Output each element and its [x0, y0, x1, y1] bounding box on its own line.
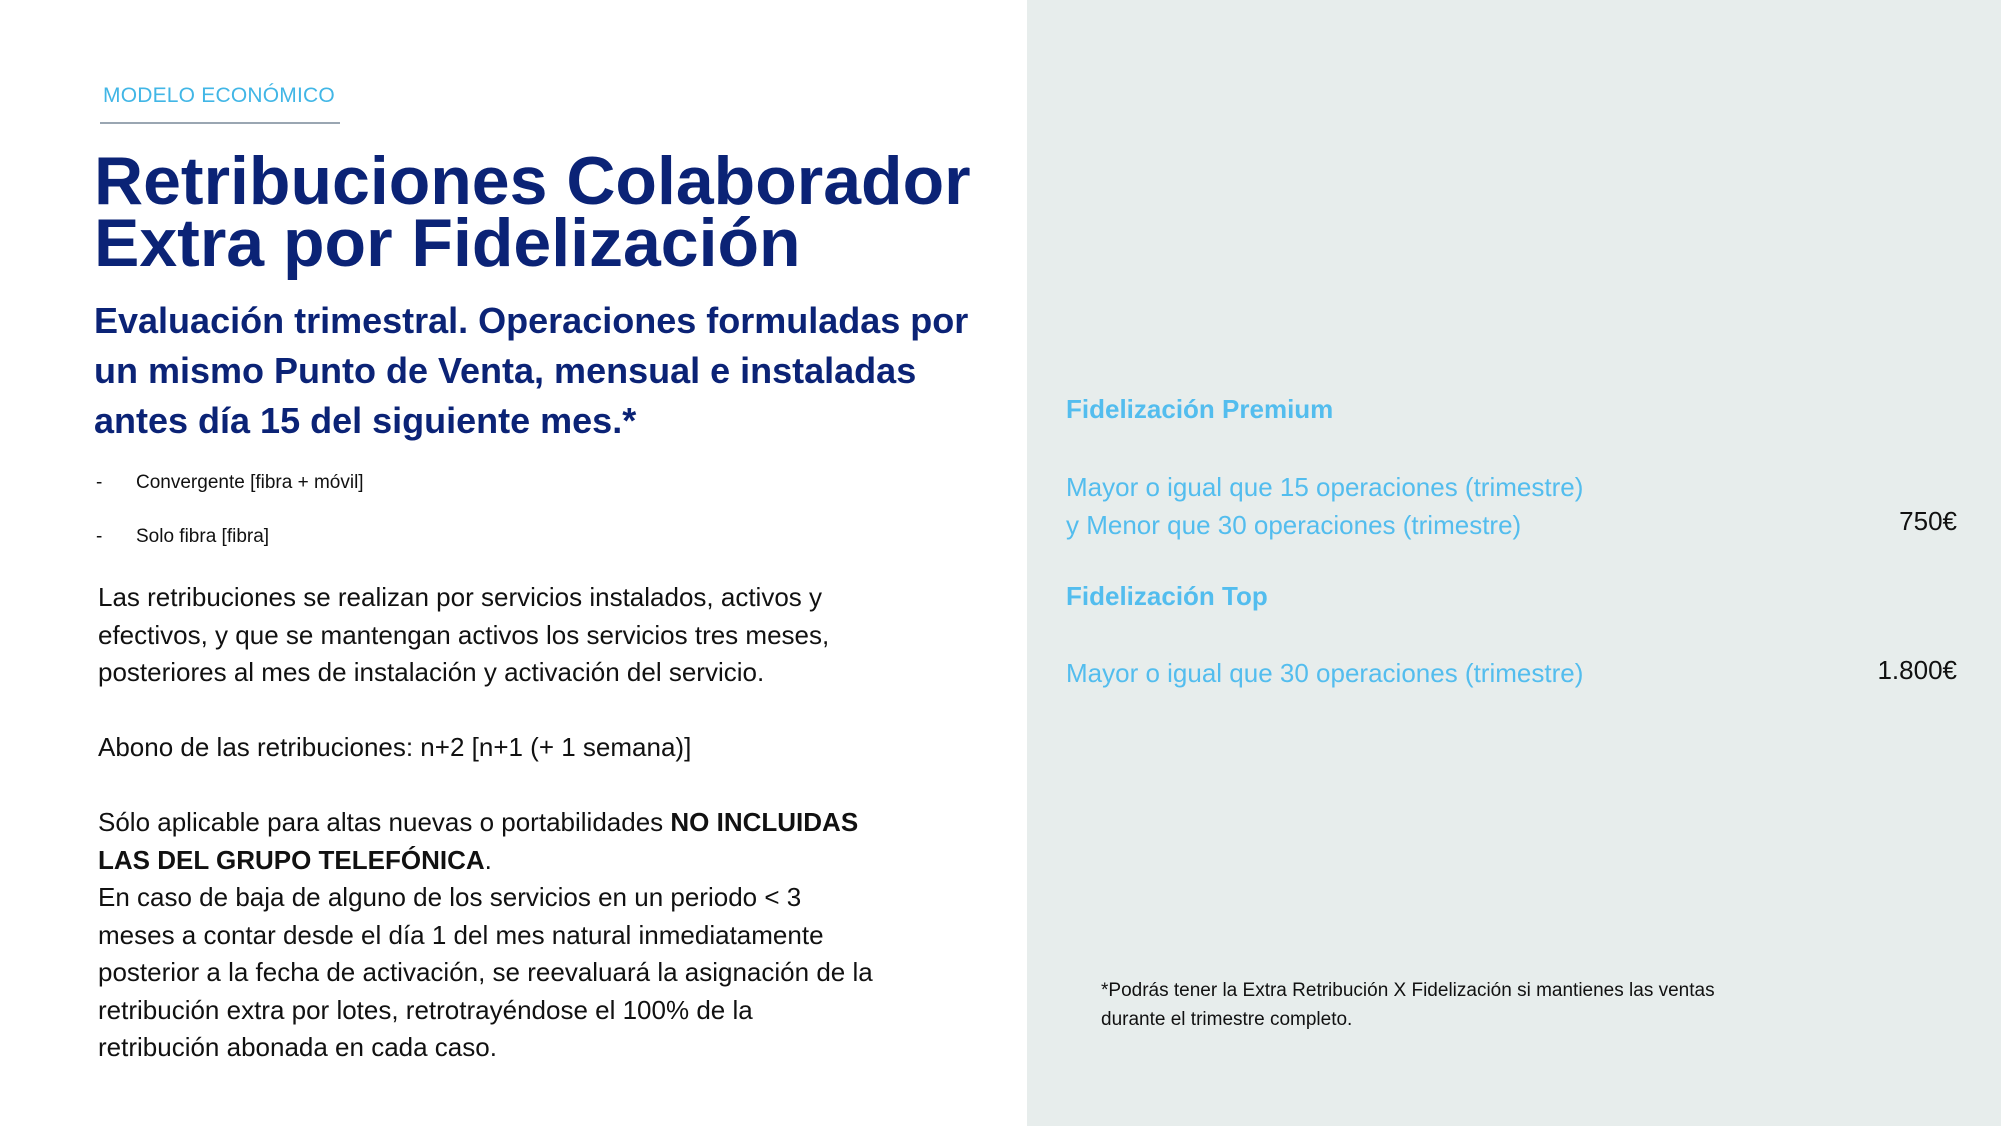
subtitle-line: Evaluación trimestral. Operaciones formuladas por: [94, 300, 969, 341]
paragraph-line: En caso de baja de alguno de los servicios en un periodo < 3: [98, 882, 802, 912]
list-item-text: Convergente [fibra + móvil]: [136, 472, 364, 493]
text-bold: NO INCLUIDAS: [670, 807, 859, 837]
tier-top-conditions: [1066, 655, 1583, 693]
tier-premium-heading: Fidelización Premium: [1066, 394, 1334, 424]
footnote-line: *Podrás tener la Extra Retribución X Fidelización si mantienes las ventas: [1101, 980, 1715, 1001]
abono-paragraph: [98, 729, 691, 767]
paragraph-line: [98, 804, 858, 842]
text-bold: LAS DEL GRUPO TELEFÓNICA: [98, 844, 485, 875]
condition-line: Mayor o igual que 15 operaciones (trimestre): [1066, 472, 1584, 502]
paragraph-line: Abono de las retribuciones: n+2 [n+1 (+ 1 semana)]: [98, 732, 692, 762]
tier-top-amount: 1.800€: [1877, 655, 1957, 685]
section-underline: [100, 122, 340, 124]
footnote: [1101, 976, 1715, 1034]
text-normal: Sólo aplicable para altas nuevas o portabilidades: [98, 807, 671, 837]
list-item: [96, 468, 364, 498]
page-subtitle: [94, 296, 994, 446]
paragraph-line: Las retribuciones se realizan por servicios instalados, activos y: [98, 582, 823, 612]
subtitle-line: un mismo Punto de Venta, mensual e instaladas: [94, 350, 917, 391]
baja-paragraph: [98, 879, 873, 1067]
bullet-dash: -: [96, 526, 103, 547]
tier-premium-conditions: [1066, 469, 1583, 544]
paragraph-line: efectivos, y que se mantengan activos los servicios tres meses,: [98, 619, 830, 650]
condition-line: y Menor que 30 operaciones (trimestre): [1066, 509, 1522, 540]
retribuciones-paragraph: [98, 579, 829, 692]
condition-line: Mayor o igual que 30 operaciones (trimestre): [1066, 658, 1584, 688]
paragraph-line: meses a contar desde el día 1 del mes natural inmediatamente: [98, 919, 824, 950]
page-title: [94, 143, 971, 281]
list-item: [96, 522, 364, 552]
subtitle-line: antes día 15 del siguiente mes.*: [94, 400, 637, 441]
paragraph-line: retribución extra por lotes, retrotrayéndose el 100% de la: [98, 994, 753, 1025]
section-label: MODELO ECONÓMICO: [103, 84, 335, 107]
paragraph-line: posterior a la fecha de activación, se reevaluará la asignación de la: [98, 957, 873, 987]
bullet-dash: -: [96, 472, 103, 493]
text-normal: .: [484, 844, 492, 875]
title-line: Extra por Fidelización: [94, 205, 801, 281]
paragraph-line: posteriores al mes de instalación y activación del servicio.: [98, 657, 765, 687]
aplicable-paragraph: [98, 804, 858, 879]
tier-premium-amount: 750€: [1899, 506, 1957, 536]
paragraph-line: retribución abonada en cada caso.: [98, 1032, 497, 1062]
footnote-line: durante el trimestre completo.: [1101, 1009, 1353, 1030]
paragraph-line: [98, 842, 858, 880]
list-item-text: Solo fibra [fibra]: [136, 526, 270, 547]
right-panel: [1027, 0, 2001, 1126]
tier-top-heading: Fidelización Top: [1066, 581, 1268, 611]
title-line: Retribuciones Colaborador: [94, 143, 971, 219]
service-type-list: [96, 468, 364, 552]
